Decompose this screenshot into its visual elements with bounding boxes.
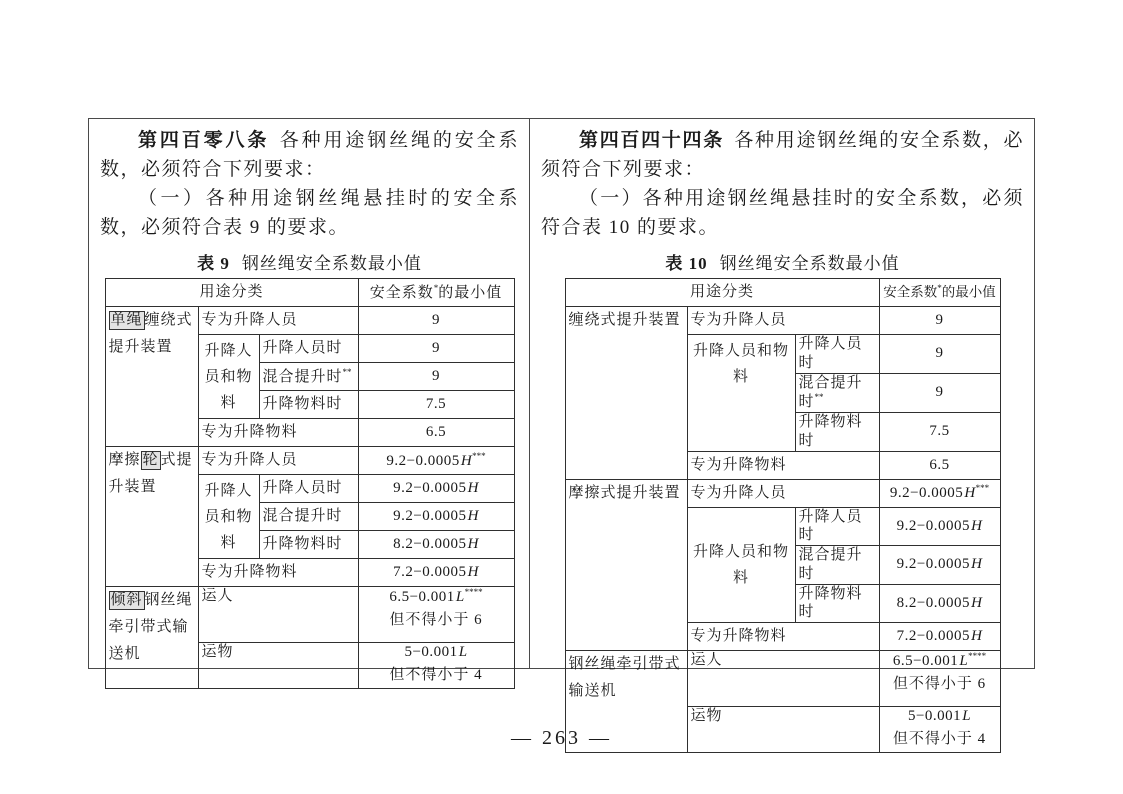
column-header-min: 安全系数*的最小值 (358, 279, 514, 307)
cell-label: 运人 (198, 587, 358, 643)
footnote-marker: * (937, 283, 942, 294)
table-row (105, 307, 514, 335)
cell-label: 混合提升时 (259, 503, 358, 531)
cell-value: 8.2−0.0005H (358, 531, 514, 559)
table-row (565, 307, 1000, 335)
value-note: 但不得小于 4 (892, 730, 987, 747)
table-10-caption (541, 249, 1024, 274)
cell-label: 专为升降物料 (198, 419, 358, 447)
table-row (105, 447, 514, 475)
cell-label: 专为升降人员 (687, 479, 879, 507)
revision-box: 单绳 (109, 311, 145, 330)
column-header-usage: 用途分类 (105, 279, 358, 307)
column-header-min: 安全系数*的最小值 (879, 279, 1000, 307)
cell-value: 9.2−0.0005H (358, 475, 514, 503)
mid-group-cell: 升降人员和物料 (198, 335, 259, 419)
table-row (565, 479, 1000, 507)
table-9-caption (100, 249, 519, 274)
table-row (105, 587, 514, 643)
table-10-caption-title: 钢丝绳安全系数最小值 (719, 254, 900, 273)
cell-label: 专为升降人员 (198, 447, 358, 475)
value-note: 但不得小于 4 (389, 666, 483, 683)
cell-value: 9.2−0.0005H (879, 546, 1000, 585)
cell-value: 6.5 (358, 419, 514, 447)
mid-group-cell: 升降人员和物料 (198, 475, 259, 559)
cell-value: 9 (358, 363, 514, 391)
cell-label: 混合提升时 (795, 546, 879, 585)
table-row (565, 651, 1000, 707)
left-column (89, 119, 530, 683)
article-408-number: 第四百零八条 (138, 130, 270, 151)
cell-value: 7.5 (879, 413, 1000, 452)
cell-label: 升降物料时 (795, 584, 879, 623)
formula: 6.5−0.001L**** (892, 651, 987, 669)
revision-box: 轮 (141, 451, 161, 470)
article-444-item-1: （一）各种用途钢丝绳悬挂时的安全系数，必须符合表 10 的要求。 (541, 188, 1024, 238)
footnote-marker: **** (968, 651, 987, 661)
group-cell: 钢丝绳牵引带式输送机 (565, 651, 687, 753)
mid-group-cell: 升降人员和物料 (687, 335, 795, 452)
article-444-number: 第四百四十四条 (579, 130, 724, 151)
cell-label: 升降物料时 (259, 531, 358, 559)
table-row (105, 279, 514, 307)
column-header-usage: 用途分类 (565, 279, 879, 307)
cell-label: 运人 (687, 651, 879, 707)
cell-value: 9.2−0.0005H*** (879, 479, 1000, 507)
cell-label: 升降人员时 (795, 335, 879, 374)
cell-value: 7.5 (358, 391, 514, 419)
group-cell: 摩擦式提升装置 (565, 479, 687, 651)
cell-value: 9 (358, 335, 514, 363)
footnote-marker: * (433, 282, 439, 293)
cell-value: 9.2−0.0005H (358, 503, 514, 531)
group-cell: 倾斜 钢丝绳牵引带式输送机 (105, 587, 198, 689)
cell-label: 运物 (198, 643, 358, 689)
cell-label: 混合提升时** (259, 363, 358, 391)
cell-label: 升降人员时 (259, 475, 358, 503)
cell-label: 运物 (687, 707, 879, 753)
footnote-marker: ** (814, 392, 824, 403)
value-note: 但不得小于 6 (892, 675, 987, 692)
table-10-caption-number: 表 10 (665, 254, 708, 273)
cell-value (358, 587, 514, 643)
group-cell: 摩擦 轮 式提升装置 (105, 447, 198, 587)
group-cell: 缠绕式提升装置 (565, 307, 687, 480)
footnote-marker: **** (464, 587, 483, 597)
cell-value: 7.2−0.0005H (358, 559, 514, 587)
cell-label: 升降人员时 (259, 335, 358, 363)
value-note: 但不得小于 6 (389, 611, 483, 628)
article-408-item-1: （一）各种用途钢丝绳悬挂时的安全系数，必须符合表 9 的要求。 (100, 188, 519, 238)
cell-label: 升降物料时 (259, 391, 358, 419)
cell-label: 升降物料时 (795, 413, 879, 452)
cell-value (879, 651, 1000, 707)
page-number: — 263 — (511, 727, 612, 749)
cell-label: 混合提升时** (795, 373, 879, 413)
cell-value: 7.2−0.0005H (879, 623, 1000, 651)
cell-value: 9 (879, 373, 1000, 413)
footnote-marker: *** (975, 483, 990, 494)
formula: 5−0.001L (907, 708, 972, 724)
formula: 5−0.001L (404, 644, 468, 660)
cell-label: 专为升降物料 (198, 559, 358, 587)
cell-value: 6.5 (879, 451, 1000, 479)
cell-value (358, 643, 514, 689)
article-444-text: 各种用途钢丝绳的安全系数，必须符合下列要求： (541, 130, 1024, 180)
cell-label: 专为升降物料 (687, 623, 879, 651)
cell-label: 专为升降人员 (687, 307, 879, 335)
group-cell: 单绳 缠绕式提升装置 (105, 307, 198, 447)
article-408-text: 各种用途钢丝绳的安全系数，必须符合下列要求： (100, 130, 519, 180)
table-9 (105, 278, 515, 689)
cell-label: 专为升降物料 (687, 451, 879, 479)
footnote-marker: *** (472, 450, 486, 461)
cell-value: 9.2−0.0005H*** (358, 447, 514, 475)
cell-value: 9 (879, 307, 1000, 335)
table-row (565, 279, 1000, 307)
cell-value: 8.2−0.0005H (879, 584, 1000, 623)
cell-value: 9 (879, 335, 1000, 374)
mid-group-cell: 升降人员和物料 (687, 507, 795, 623)
cell-label: 专为升降人员 (198, 307, 358, 335)
table-9-caption-title: 钢丝绳安全系数最小值 (241, 254, 422, 273)
table-9-caption-number: 表 9 (197, 254, 230, 273)
article-444-paragraph (541, 126, 1024, 184)
table-10 (565, 278, 1001, 753)
formula: 6.5−0.001L**** (389, 587, 483, 605)
cell-label: 升降人员时 (795, 507, 879, 546)
footnote-marker: ** (342, 366, 352, 377)
revision-box: 倾斜 (109, 591, 145, 610)
cell-value: 9.2−0.0005H (879, 507, 1000, 546)
article-408-paragraph (100, 126, 519, 184)
cell-value: 9 (358, 307, 514, 335)
